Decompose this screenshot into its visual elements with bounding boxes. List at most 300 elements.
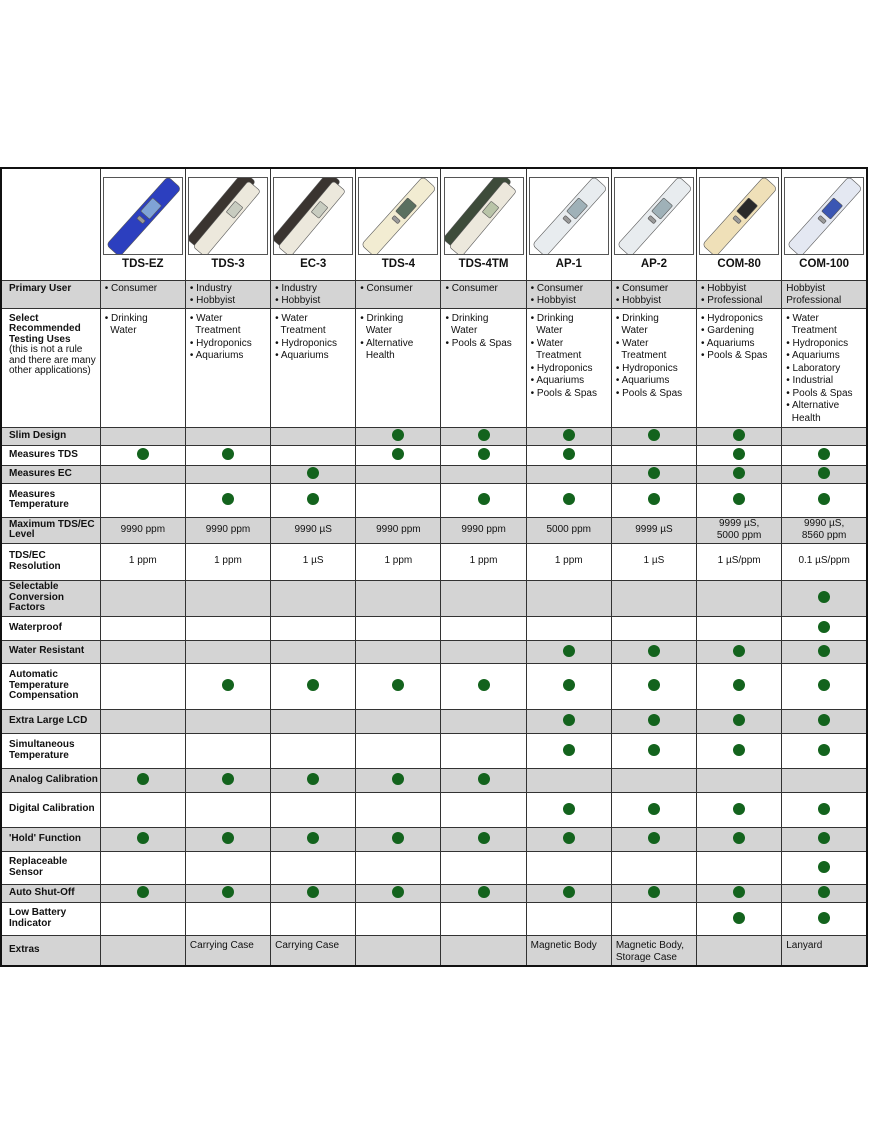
feature-cell: [782, 483, 867, 517]
feature-cell: [100, 768, 185, 792]
list-cell: [356, 280, 441, 308]
cell-list: [616, 313, 696, 401]
row-label: Slim Design: [1, 427, 100, 445]
list-item: • Aquariums: [786, 350, 840, 361]
list-item: • Hydroponics: [786, 337, 849, 349]
feature-cell: [441, 827, 526, 851]
product-photo: [188, 177, 268, 255]
list-item: Water: [445, 325, 478, 336]
feature-yes-dot-icon: [818, 832, 830, 844]
row-label: TDS/EC Resolution: [1, 543, 100, 580]
extras-cell: [697, 935, 782, 966]
feature-cell: [100, 580, 185, 616]
row-label: Simultaneous Temperature: [1, 733, 100, 768]
value-cell: 9999 µS: [611, 517, 696, 543]
feature-cell: [611, 663, 696, 709]
feature-cell: [782, 709, 867, 733]
feature-cell: [441, 709, 526, 733]
tds-meter-comparison-table: [0, 167, 868, 967]
list-item: Water: [104, 325, 137, 336]
list-item: Water: [530, 325, 563, 336]
feature-yes-dot-icon: [648, 886, 660, 898]
feature-cell: [185, 483, 270, 517]
row-label: Water Resistant: [1, 640, 100, 663]
row-label-note: (this is not a rule and there are many other applications): [9, 344, 96, 376]
feature-cell: [611, 902, 696, 935]
feature-cell: [526, 616, 611, 640]
feature-cell: [441, 792, 526, 827]
feature-yes-dot-icon: [563, 744, 575, 756]
feature-yes-dot-icon: [307, 493, 319, 505]
feature-cell: [697, 580, 782, 616]
value-cell: 9990 ppm: [441, 517, 526, 543]
list-item: Treatment: [189, 325, 241, 336]
feature-yes-dot-icon: [392, 448, 404, 460]
feature-cell: [100, 827, 185, 851]
feature-row: [1, 640, 867, 663]
cell-list: [701, 313, 781, 363]
comparison-table-wrapper: [0, 167, 868, 967]
feature-yes-dot-icon: [818, 744, 830, 756]
feature-cell: [100, 792, 185, 827]
feature-cell: [526, 884, 611, 902]
feature-cell: [611, 483, 696, 517]
product-name: TDS-EZ: [122, 258, 164, 270]
feature-cell: [441, 733, 526, 768]
product-name: EC-3: [300, 258, 327, 270]
feature-yes-dot-icon: [648, 467, 660, 479]
feature-yes-dot-icon: [733, 448, 745, 460]
feature-cell: [100, 640, 185, 663]
feature-yes-dot-icon: [818, 493, 830, 505]
feature-yes-dot-icon: [648, 429, 660, 441]
feature-yes-dot-icon: [733, 429, 745, 441]
feature-yes-dot-icon: [137, 773, 149, 785]
feature-cell: [100, 427, 185, 445]
feature-cell: [185, 733, 270, 768]
list-cell: [782, 308, 867, 427]
feature-row: [1, 733, 867, 768]
list-item: • Drinking: [445, 312, 489, 324]
feature-cell: [185, 851, 270, 884]
list-item: • Consumer: [615, 282, 669, 294]
feature-yes-dot-icon: [563, 493, 575, 505]
list-item: Professional: [786, 295, 842, 306]
list-item: • Hobbyist: [189, 295, 236, 306]
list-item: • Aquariums: [701, 337, 755, 349]
feature-cell: [697, 465, 782, 483]
row-label: [1, 308, 100, 427]
row-resolution: [1, 543, 867, 580]
feature-yes-dot-icon: [818, 886, 830, 898]
feature-cell: [441, 483, 526, 517]
feature-cell: [271, 465, 356, 483]
list-cell: [356, 308, 441, 427]
meter-pen-icon: [785, 178, 863, 254]
feature-cell: [782, 580, 867, 616]
feature-cell: [611, 733, 696, 768]
feature-yes-dot-icon: [818, 861, 830, 873]
list-item: Treatment: [275, 325, 326, 336]
feature-yes-dot-icon: [733, 803, 745, 815]
feature-yes-dot-icon: [222, 886, 234, 898]
product-photo: [529, 177, 609, 255]
list-item: • Aquariums: [615, 375, 670, 386]
feature-cell: [611, 709, 696, 733]
feature-cell: [697, 663, 782, 709]
feature-cell: [782, 768, 867, 792]
feature-cell: [271, 663, 356, 709]
feature-yes-dot-icon: [478, 493, 490, 505]
feature-row: [1, 427, 867, 445]
cell-list: [531, 283, 611, 308]
feature-cell: [271, 640, 356, 663]
feature-yes-dot-icon: [648, 493, 660, 505]
feature-cell: [441, 427, 526, 445]
cell-list: [786, 283, 866, 308]
row-label: Extras: [1, 935, 100, 966]
feature-row: [1, 792, 867, 827]
feature-cell: [611, 792, 696, 827]
feature-yes-dot-icon: [818, 912, 830, 924]
feature-cell: [697, 445, 782, 465]
feature-cell: [441, 580, 526, 616]
list-item: • Laboratory: [786, 362, 841, 374]
meter-pen-icon: [445, 178, 523, 254]
list-item: • Pools & Spas: [615, 387, 683, 399]
list-item: • Aquariums: [189, 350, 244, 361]
feature-cell: [441, 851, 526, 884]
feature-cell: [611, 884, 696, 902]
feature-cell: [526, 465, 611, 483]
product-photo: [444, 177, 524, 255]
feature-yes-dot-icon: [648, 645, 660, 657]
feature-cell: [100, 465, 185, 483]
feature-row: [1, 483, 867, 517]
product-header-cell: [782, 168, 867, 280]
feature-cell: [526, 733, 611, 768]
cell-list: [531, 313, 611, 401]
cell-list: [360, 313, 440, 363]
feature-cell: [782, 827, 867, 851]
feature-cell: [611, 827, 696, 851]
feature-yes-dot-icon: [563, 645, 575, 657]
feature-yes-dot-icon: [478, 429, 490, 441]
row-label: Measures TDS: [1, 445, 100, 465]
feature-cell: [356, 640, 441, 663]
row-testing-uses: [1, 308, 867, 427]
feature-cell: [100, 445, 185, 465]
feature-row: [1, 884, 867, 902]
list-item: • Gardening: [701, 325, 755, 336]
product-header-cell: [185, 168, 270, 280]
list-cell: [185, 308, 270, 427]
value-cell: 1 µS: [271, 543, 356, 580]
feature-yes-dot-icon: [222, 832, 234, 844]
feature-cell: [271, 792, 356, 827]
feature-row: [1, 827, 867, 851]
list-item: Treatment: [530, 350, 582, 361]
value-cell: 1 ppm: [185, 543, 270, 580]
feature-row: [1, 768, 867, 792]
feature-yes-dot-icon: [648, 744, 660, 756]
feature-yes-dot-icon: [733, 645, 745, 657]
list-item: • Pools & Spas: [530, 387, 597, 399]
row-primary-user: [1, 280, 867, 308]
list-cell: [441, 308, 526, 427]
extras-cell: Magnetic Body, Storage Case: [611, 935, 696, 966]
feature-cell: [611, 616, 696, 640]
feature-yes-dot-icon: [307, 886, 319, 898]
feature-cell: [441, 902, 526, 935]
extras-cell: Carrying Case: [271, 935, 356, 966]
feature-cell: [697, 640, 782, 663]
feature-row: [1, 709, 867, 733]
feature-cell: [100, 663, 185, 709]
product-header-cell: [697, 168, 782, 280]
feature-cell: [697, 427, 782, 445]
feature-yes-dot-icon: [392, 679, 404, 691]
meter-pen-icon: [530, 178, 608, 254]
feature-yes-dot-icon: [563, 803, 575, 815]
list-item: Treatment: [615, 350, 667, 361]
feature-yes-dot-icon: [818, 714, 830, 726]
list-item: • Water: [615, 337, 649, 349]
feature-cell: [611, 465, 696, 483]
value-cell: 0.1 µS/ppm: [782, 543, 867, 580]
list-item: • Consumer: [530, 282, 584, 294]
feature-yes-dot-icon: [733, 493, 745, 505]
meter-pen-icon: [104, 178, 182, 254]
feature-cell: [100, 616, 185, 640]
feature-cell: [356, 884, 441, 902]
product-name: TDS-3: [211, 258, 245, 270]
product-name: TDS-4TM: [458, 258, 509, 270]
list-item: • Water: [530, 337, 564, 349]
feature-yes-dot-icon: [392, 429, 404, 441]
feature-yes-dot-icon: [563, 832, 575, 844]
feature-cell: [697, 483, 782, 517]
product-photo: [273, 177, 353, 255]
list-item: • Hydroponics: [530, 362, 593, 374]
feature-cell: [697, 792, 782, 827]
feature-cell: [611, 427, 696, 445]
feature-row: [1, 902, 867, 935]
feature-row: [1, 663, 867, 709]
feature-yes-dot-icon: [563, 448, 575, 460]
feature-yes-dot-icon: [733, 679, 745, 691]
feature-yes-dot-icon: [563, 679, 575, 691]
feature-yes-dot-icon: [818, 679, 830, 691]
header-row: [1, 168, 867, 280]
feature-cell: [441, 768, 526, 792]
feature-cell: [611, 445, 696, 465]
feature-yes-dot-icon: [818, 621, 830, 633]
product-name: COM-80: [717, 258, 761, 270]
feature-yes-dot-icon: [563, 714, 575, 726]
feature-cell: [185, 663, 270, 709]
list-item: • Consumer: [445, 282, 498, 294]
list-item: • Consumer: [360, 282, 413, 294]
meter-pen-icon: [189, 178, 267, 254]
list-item: • Water: [786, 312, 819, 324]
feature-yes-dot-icon: [478, 448, 490, 460]
row-label: Maximum TDS/EC Level: [1, 517, 100, 543]
feature-cell: [611, 580, 696, 616]
feature-cell: [185, 902, 270, 935]
list-item: • Drinking: [615, 312, 659, 324]
feature-yes-dot-icon: [222, 448, 234, 460]
list-item: Hobbyist: [786, 282, 826, 294]
product-photo: [784, 177, 864, 255]
list-item: • Hydroponics: [275, 337, 337, 349]
list-item: • Industry: [189, 282, 232, 294]
product-header-cell: [441, 168, 526, 280]
cell-list: [105, 283, 185, 296]
list-item: • Alternative: [360, 337, 414, 349]
feature-yes-dot-icon: [392, 832, 404, 844]
feature-cell: [356, 663, 441, 709]
feature-cell: [526, 640, 611, 663]
product-header-cell: [271, 168, 356, 280]
feature-yes-dot-icon: [818, 467, 830, 479]
row-label: Analog Calibration: [1, 768, 100, 792]
value-cell: 9990 µS: [271, 517, 356, 543]
cell-list: [190, 283, 270, 308]
feature-cell: [271, 445, 356, 465]
feature-yes-dot-icon: [137, 448, 149, 460]
product-photo: [358, 177, 438, 255]
cell-list: [190, 313, 270, 363]
feature-yes-dot-icon: [307, 832, 319, 844]
cell-list: [616, 283, 696, 308]
list-item: • Hobbyist: [530, 295, 576, 306]
cell-list: [701, 283, 781, 308]
feature-row: [1, 851, 867, 884]
feature-cell: [100, 902, 185, 935]
list-item: • Hydroponics: [701, 312, 763, 324]
feature-yes-dot-icon: [818, 803, 830, 815]
feature-cell: [526, 851, 611, 884]
row-label: Replaceable Sensor: [1, 851, 100, 884]
row-label: Measures Temperature: [1, 483, 100, 517]
feature-cell: [697, 733, 782, 768]
feature-yes-dot-icon: [818, 591, 830, 603]
row-label: Measures EC: [1, 465, 100, 483]
feature-cell: [782, 902, 867, 935]
feature-cell: [526, 827, 611, 851]
list-item: • Pools & Spas: [786, 387, 853, 399]
feature-cell: [271, 902, 356, 935]
row-label: Extra Large LCD: [1, 709, 100, 733]
list-item: • Consumer: [104, 282, 158, 294]
row-label-main: Select Recommended Testing Uses: [9, 312, 81, 345]
feature-cell: [441, 465, 526, 483]
row-label: 'Hold' Function: [1, 827, 100, 851]
feature-cell: [271, 580, 356, 616]
list-item: • Aquariums: [275, 350, 329, 361]
feature-cell: [100, 851, 185, 884]
list-item: • Water: [275, 312, 308, 324]
feature-row: [1, 616, 867, 640]
feature-yes-dot-icon: [478, 832, 490, 844]
feature-yes-dot-icon: [392, 773, 404, 785]
list-item: • Hobbyist: [701, 282, 747, 294]
feature-cell: [356, 465, 441, 483]
cell-list: [786, 313, 866, 426]
cell-list: [105, 313, 185, 338]
feature-yes-dot-icon: [733, 744, 745, 756]
feature-cell: [782, 733, 867, 768]
feature-row: [1, 445, 867, 465]
row-label: Primary User: [1, 280, 100, 308]
row-extras: [1, 935, 867, 966]
feature-cell: [100, 884, 185, 902]
feature-cell: [356, 616, 441, 640]
feature-cell: [697, 616, 782, 640]
feature-cell: [185, 640, 270, 663]
feature-yes-dot-icon: [733, 467, 745, 479]
list-cell: [271, 280, 356, 308]
feature-cell: [697, 884, 782, 902]
product-photo: [614, 177, 694, 255]
feature-cell: [697, 902, 782, 935]
feature-yes-dot-icon: [818, 645, 830, 657]
feature-cell: [100, 483, 185, 517]
feature-cell: [611, 640, 696, 663]
feature-yes-dot-icon: [478, 886, 490, 898]
feature-cell: [782, 640, 867, 663]
feature-cell: [271, 616, 356, 640]
meter-pen-icon: [615, 178, 693, 254]
feature-cell: [185, 616, 270, 640]
product-header-cell: [611, 168, 696, 280]
feature-yes-dot-icon: [478, 679, 490, 691]
feature-cell: [271, 827, 356, 851]
feature-yes-dot-icon: [307, 773, 319, 785]
feature-yes-dot-icon: [222, 493, 234, 505]
list-item: • Drinking: [360, 312, 404, 324]
row-label: Selectable Conversion Factors: [1, 580, 100, 616]
list-item: • Hobbyist: [275, 295, 321, 306]
feature-yes-dot-icon: [222, 773, 234, 785]
feature-yes-dot-icon: [137, 886, 149, 898]
list-item: • Industry: [275, 282, 317, 294]
list-item: • Professional: [701, 295, 763, 306]
value-cell: 1 ppm: [100, 543, 185, 580]
value-cell: 9990 µS, 8560 ppm: [782, 517, 867, 543]
list-cell: [526, 308, 611, 427]
product-name: AP-2: [640, 258, 668, 270]
list-item: • Industrial: [786, 375, 834, 386]
feature-cell: [526, 445, 611, 465]
feature-cell: [185, 792, 270, 827]
feature-cell: [697, 768, 782, 792]
feature-yes-dot-icon: [648, 832, 660, 844]
list-cell: [185, 280, 270, 308]
meter-pen-icon: [359, 178, 437, 254]
feature-cell: [356, 851, 441, 884]
list-cell: [441, 280, 526, 308]
feature-cell: [526, 792, 611, 827]
feature-cell: [271, 427, 356, 445]
list-item: Water: [615, 325, 648, 336]
cell-list: [275, 283, 355, 308]
feature-cell: [782, 884, 867, 902]
feature-cell: [356, 445, 441, 465]
feature-cell: [185, 427, 270, 445]
value-cell: 9999 µS, 5000 ppm: [697, 517, 782, 543]
